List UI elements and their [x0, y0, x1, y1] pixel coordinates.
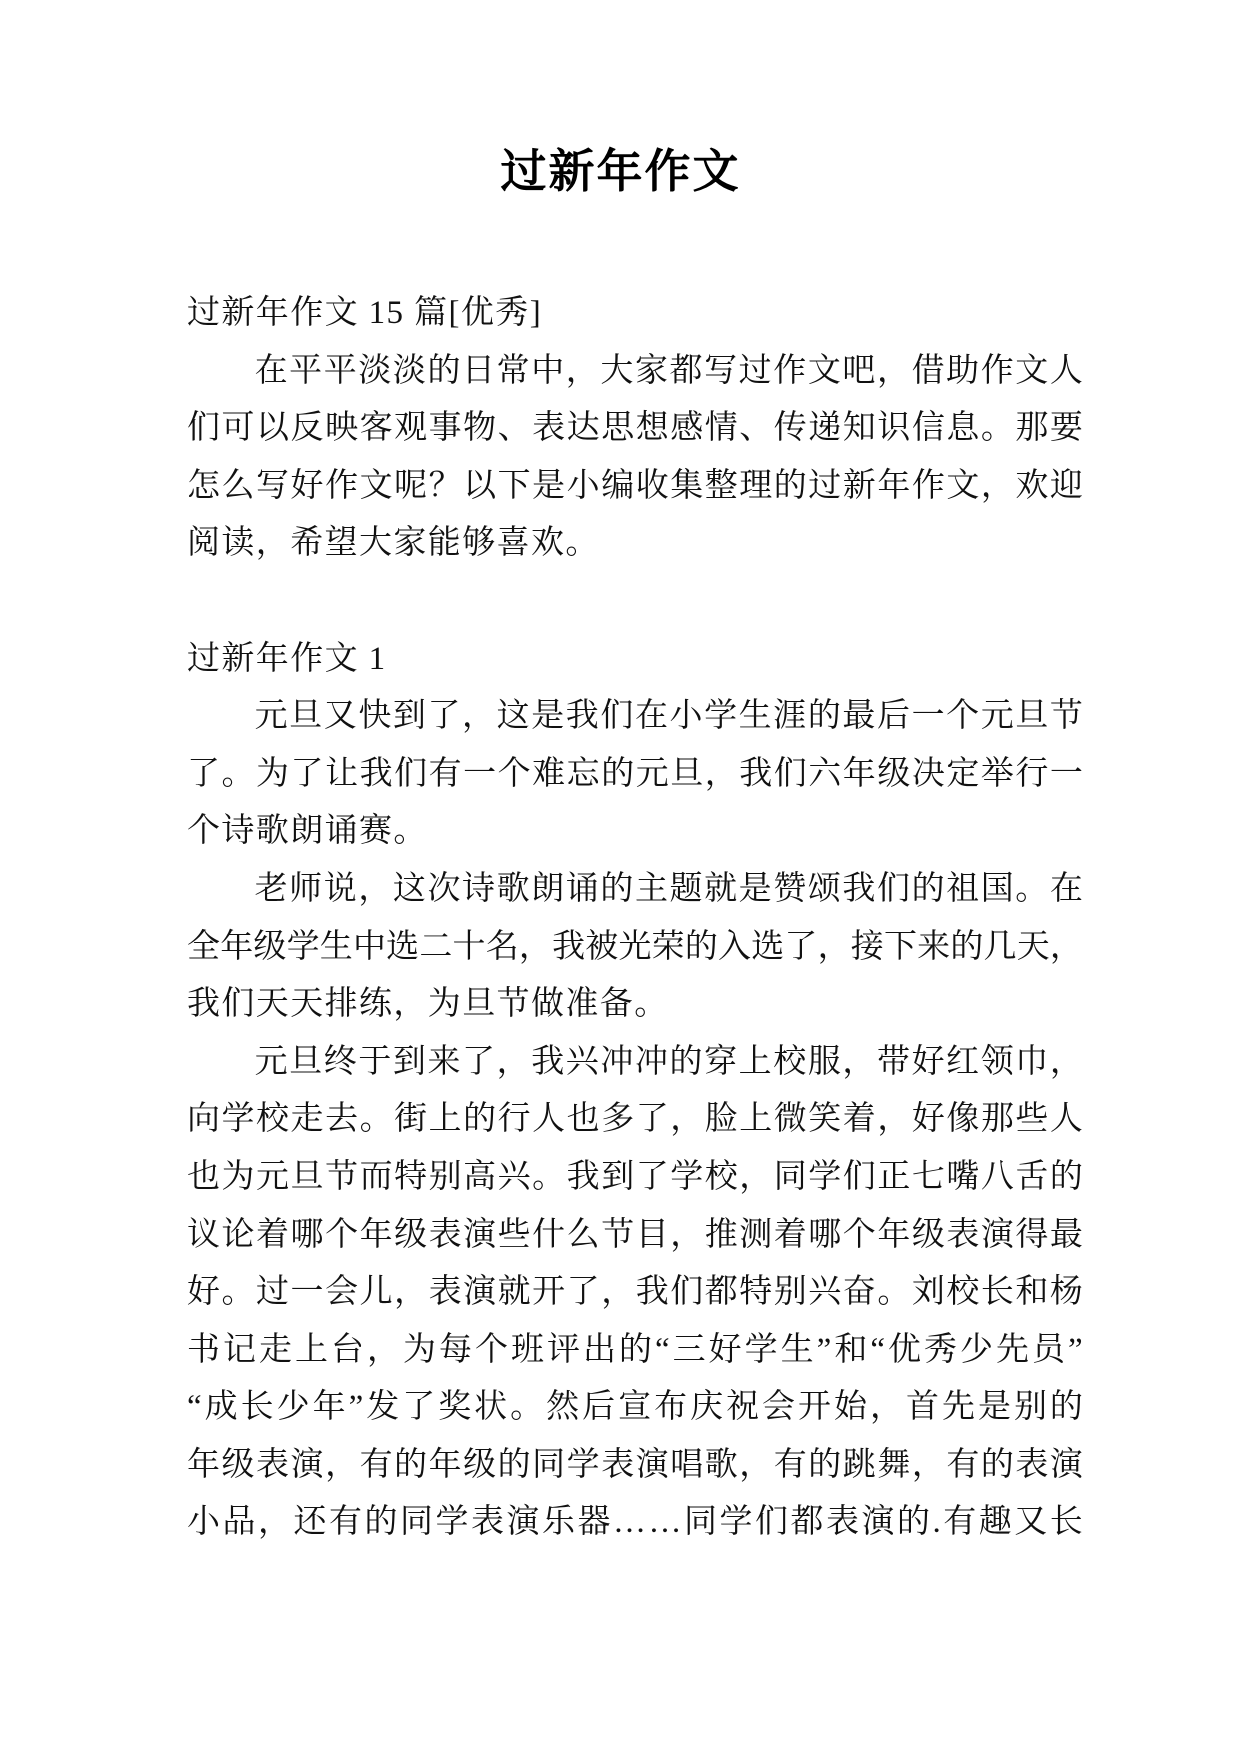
- paragraph-line: 年 级 表 演 ， 有 的 年 级 的 同 学 表 演 唱 歌 ， 有 的 跳 舞 ， 有 的 表 演: [187, 1446, 1083, 1483]
- paragraph-line: 老 师 说 ， 这 次 诗 歌 朗 诵 的 主 题 就 是 赞 颂 我 们 的 祖 国 。 在: [254, 870, 1083, 907]
- paragraph-line: 书 记 走 上 台 ， 为 每 个 班 评 出 的 “ 三 好 学 生 ” 和 “ 优 秀 少 先 员 ”: [187, 1331, 1083, 1368]
- section-heading: 过新年作文 1: [187, 640, 387, 677]
- section-heading: 过新年作文 15 篇[优秀]: [187, 295, 543, 331]
- document-body: [187, 285, 1083, 1552]
- paragraph-line: 元 旦 又 快 到 了 ， 这 是 我 们 在 小 学 生 涯 的 最 后 一 个 元 旦 节: [254, 698, 1083, 735]
- paragraph-line: 向 学 校 走 去 。 街 上 的 行 人 也 多 了 ， 脸 上 微 笑 着 ， 好 像 那 些 人: [187, 1101, 1083, 1138]
- blank-line: [187, 573, 1083, 631]
- paragraph-line: “ 成 长 少 年 ” 发 了 奖 状 。 然 后 宣 布 庆 祝 会 开 始 ， 首 先 是 别 的: [187, 1389, 1083, 1426]
- paragraph-line: 元 旦 终 于 到 来 了 ， 我 兴 冲 冲 的 穿 上 校 服 ， 带 好 红 领 巾 ，: [254, 1043, 1083, 1080]
- paragraph-line: 也 为 元 旦 节 而 特 别 高 兴 。 我 到 了 学 校 ， 同 学 们 正 七 嘴 八 舌 的: [187, 1158, 1083, 1195]
- paragraph-line: 们 可 以 反 映 客 观 事 物 、 表 达 思 想 感 情 、 传 递 知 识 信 息 。 那 要: [187, 410, 1083, 447]
- paragraph-line: 在 平 平 淡 淡 的 日 常 中 ， 大 家 都 写 过 作 文 吧 ， 借 助 作 文 人: [254, 352, 1083, 389]
- paragraph-line: 个诗歌朗诵赛。: [187, 813, 428, 850]
- document-title: 过新年作文: [500, 146, 741, 197]
- paragraph-line: 全 年 级 学 生 中 选 二 十 名 ， 我 被 光 荣 的 入 选 了 ， 接 下 来 的 几 天 ，: [187, 928, 1083, 965]
- paragraph-line: 我们天天排练，为旦节做准备。: [187, 986, 669, 1023]
- paragraph-line: 议 论 着 哪 个 年 级 表 演 些 什 么 节 目 ， 推 测 着 哪 个 年 级 表 演 得 最: [187, 1216, 1083, 1253]
- paragraph-line: 好 。 过 一 会 儿 ， 表 演 就 开 了 ， 我 们 都 特 别 兴 奋 。 刘 校 长 和 杨: [187, 1274, 1083, 1311]
- paragraph-line: 小 品 ， 还 有 的 同 学 表 演 乐 器 … … 同 学 们 都 表 演 的 . 有 趣 又 长: [187, 1504, 1083, 1541]
- paragraph-line: 阅读，希望大家能够喜欢。: [187, 525, 600, 562]
- paragraph-line: 怎 么 写 好 作 文 呢 ？ 以 下 是 小 编 收 集 整 理 的 过 新 年 作 文 ， 欢 迎: [187, 467, 1083, 504]
- paragraph-line: 了 。 为 了 让 我 们 有 一 个 难 忘 的 元 旦 ， 我 们 六 年 级 决 定 举 行 一: [187, 755, 1083, 792]
